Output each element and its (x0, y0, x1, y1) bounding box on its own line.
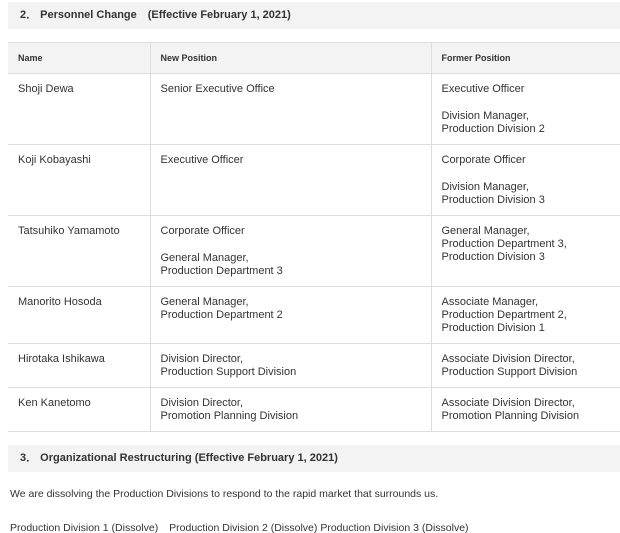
table-row (8, 216, 620, 287)
former-position-line: Corporate Officer (441, 154, 526, 166)
former-position-line: Division Manager, (441, 181, 529, 193)
line-spacer (442, 96, 613, 110)
cell-new-position (150, 74, 431, 145)
cell-name (8, 216, 150, 287)
former-position-line: Associate Division Director, (441, 353, 575, 365)
former-position-line: Associate Manager, (441, 296, 539, 308)
section-heading-personnel-change: 2． Personnel Change (Effective February 1, 2021) (8, 2, 620, 29)
table-row (8, 74, 620, 145)
former-position-line: Production Division 3 (441, 251, 545, 263)
new-position-line: Production Department 3 (160, 265, 283, 277)
cell-name (8, 145, 150, 216)
cell-new-position (150, 145, 431, 216)
line-spacer (161, 238, 421, 252)
dissolved-divisions-list (10, 522, 477, 533)
cell-former-position (431, 344, 620, 388)
former-position-line: General Manager, (441, 225, 530, 237)
cell-former-position (431, 74, 620, 145)
section-heading-organizational-restructuring: 3． Organizational Restructuring (Effective February 1, 2021) (8, 445, 620, 472)
person-name: Koji Kobayashi (18, 154, 91, 166)
cell-new-position (150, 287, 431, 344)
cell-name (8, 388, 150, 432)
cell-former-position (431, 287, 620, 344)
dissolved-division-item: Production Division 1 (Dissolve) (10, 522, 159, 533)
former-position-line: Production Division 1 (441, 322, 545, 334)
new-position-line: General Manager, (160, 252, 249, 264)
table-row (8, 388, 620, 432)
new-position-line: Production Support Division (160, 366, 297, 378)
cell-new-position (150, 344, 431, 388)
new-position-line: Promotion Planning Division (160, 410, 299, 422)
table-header-row (8, 43, 620, 74)
restructuring-paragraph: We are dissolving the Production Divisions to respond to the rapid market that surrounds us. (10, 488, 439, 500)
person-name: Hirotaka Ishikawa (18, 353, 105, 365)
new-position-line: Division Director, (160, 397, 244, 409)
cell-former-position (431, 145, 620, 216)
former-position-line: Division Manager, (441, 110, 529, 122)
column-header-name: Name (8, 43, 150, 74)
former-position-line: Production Division 2 (441, 123, 545, 135)
new-position-line: Corporate Officer (160, 225, 245, 237)
cell-former-position (431, 388, 620, 432)
former-position-line: Production Support Division (441, 366, 578, 378)
new-position-line: General Manager, (160, 296, 249, 308)
cell-new-position (150, 388, 431, 432)
cell-new-position (150, 216, 431, 287)
cell-former-position (431, 216, 620, 287)
person-name: Ken Kanetomo (18, 397, 91, 409)
column-header-new-position: New Position (150, 43, 431, 74)
personnel-change-table (8, 42, 620, 432)
former-position-line: Production Department 2, (441, 309, 567, 321)
dissolved-division-item: Production Division 2 (Dissolve) (169, 522, 318, 533)
dissolved-division-item: Production Division 3 (Dissolve) (320, 522, 469, 533)
former-position-line: Executive Officer (441, 83, 525, 95)
former-position-line: Production Department 3, (441, 238, 567, 250)
cell-name (8, 344, 150, 388)
line-spacer (442, 167, 613, 181)
column-header-former-position: Former Position (431, 43, 620, 74)
person-name: Shoji Dewa (18, 83, 74, 95)
person-name: Tatsuhiko Yamamoto (18, 225, 120, 237)
new-position-line: Senior Executive Office (160, 83, 275, 95)
person-name: Manorito Hosoda (18, 296, 102, 308)
former-position-line: Production Division 3 (441, 194, 545, 206)
cell-name (8, 287, 150, 344)
table-row (8, 287, 620, 344)
new-position-line: Production Department 2 (160, 309, 283, 321)
former-position-line: Promotion Planning Division (441, 410, 580, 422)
cell-name (8, 74, 150, 145)
new-position-line: Division Director, (160, 353, 244, 365)
table-row (8, 145, 620, 216)
new-position-line: Executive Officer (160, 154, 244, 166)
former-position-line: Associate Division Director, (441, 397, 575, 409)
table-row (8, 344, 620, 388)
